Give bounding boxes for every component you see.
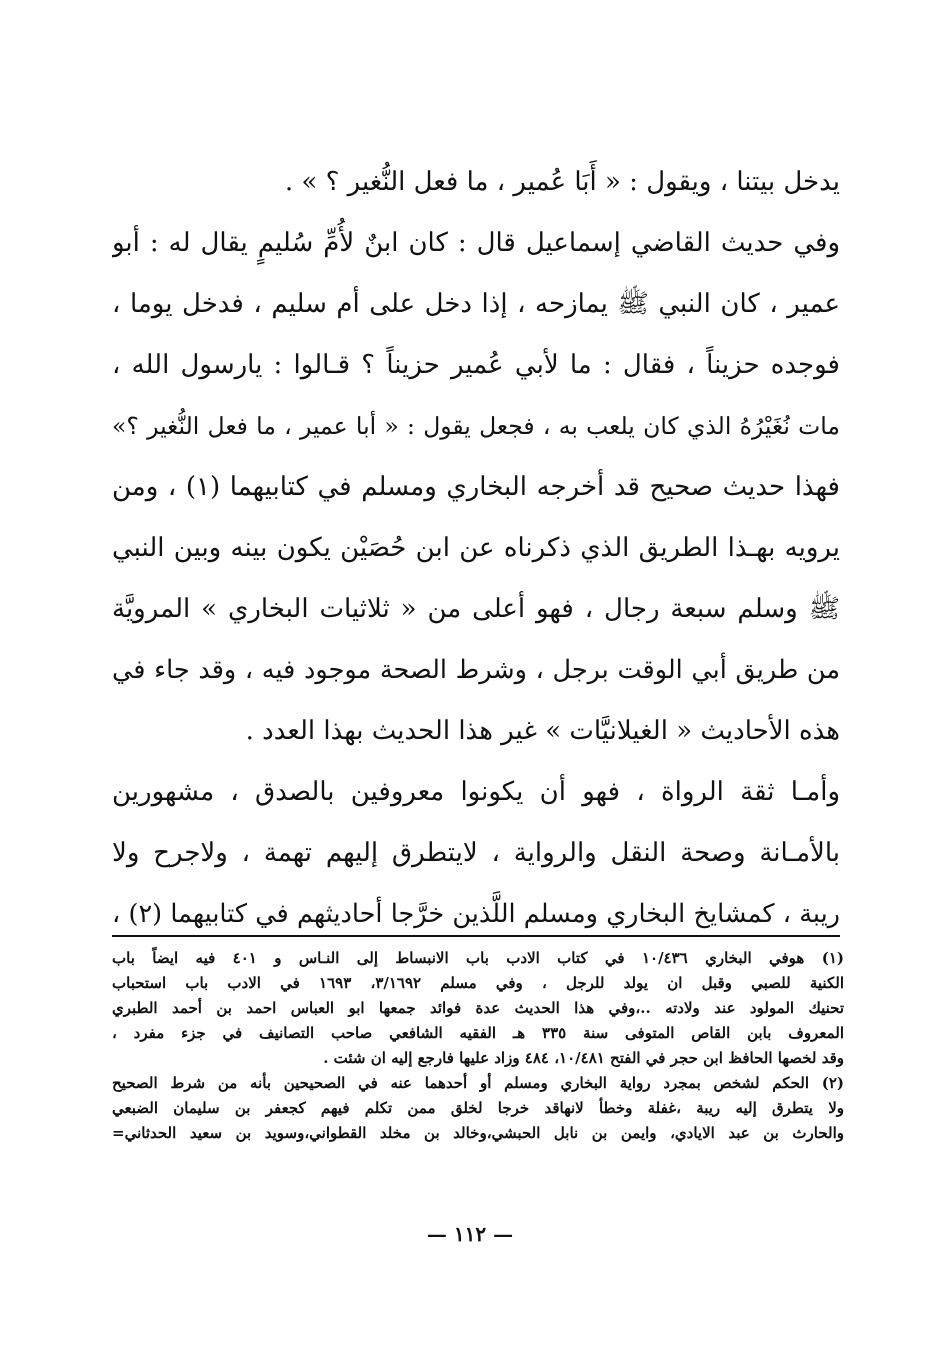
text-line: بالأمـانة وصحة النقل والرواية ، لايتطرق إليهم تهمة ، ولاجرح ولا: [112, 838, 840, 868]
footnote-line: والحارث بن عبد الايادي، وايمن بن نابل الحبشي،وخالد بن مخلد القطواني،وسويد بن سعيد الحدثاني=: [112, 1124, 844, 1142]
footnote-line: وقد لخصها الحافظ ابن حجر في الفتح ١٠/٤٨١، ٤٨٤ وزاد عليها فارجع إليه ان شئت .: [323, 1049, 844, 1067]
footnote-line: (١) هوفي البخاري ١٠/٤٣٦ في كتاب الادب باب الانبساط إلى النـاس و ٤٠١ فيه ايضاً باب: [112, 949, 844, 967]
text-line: من طريق أبي الوقت برجل ، وشرط الصحة موجود فيه ، وقد جاء في: [112, 655, 840, 685]
text-line: يرويه بهـذا الطريق الذي ذكرناه عن ابن حُصَيْن يكون بينه وبين النبي: [112, 533, 840, 563]
text-line: فهذا حديث صحيح قد أخرجه البخاري ومسلم في كتابيهما (١) ، ومن: [112, 472, 840, 502]
footnote-line: (٢) الحكم لشخص بمجرد رواية البخاري ومسلم أو أحدهما عنه في الصحيحين بأنه من شرط الصحيح: [112, 1074, 844, 1092]
text-line: هذه الأحاديث « الغيلانيَّات » غير هذا الحديث بهذا العدد .: [245, 716, 840, 746]
text-line: مات نُغَيْرُهُ الذي كان يلعب به ، فجعل يقول : « أبا عمير ، ما فعل النُّغير ؟»: [112, 412, 840, 440]
footnote-line: ولا يتطرق إليه ريبة ،غفلة وخطأ لانهاقد خرجا لخلق ممن تكلم فيهم كجعفر بن سليمان الضبعي: [112, 1099, 844, 1117]
main-text: [112, 152, 840, 945]
footnotes: [112, 946, 844, 1146]
footnote-line: الكنية للصبي وقبل ان يولد للرجل ، وفي مسلم ٣/١٦٩٢، ١٦٩٣ في الادب باب استحباب: [112, 974, 844, 992]
text-line: ِيدخل بيتنا ، ويقول : « أَبَا عُمير ، ما فعل النُّغير ؟ » .: [284, 167, 840, 197]
page-number: — ١١٢ —: [426, 1222, 514, 1246]
text-line: وأمـا ثقة الرواة ، فهو أن يكونوا معروفين بالصدق ، مشهورين: [112, 777, 840, 807]
footnote-divider: [112, 935, 840, 937]
text-line: عمير ، كان النبي ﷺ يمازحه ، إذا دخل على أم سليم ، فدخل يوما ،: [112, 289, 840, 319]
text-line: وفي حديث القاضي إسماعيل قال : كان ابنٌ لأُمِّ سُليمٍ يقال له : أبو: [112, 228, 840, 258]
footnote-line: تحنيك المولود عند ولادته ..،وفي هذا الحديث عدة فوائد جمعها ابو العباس احمد بن أحمد الطبري: [112, 999, 844, 1017]
text-line: ﷺ وسلم سبعة رجال ، فهو أعلى من « ثلاثيات البخاري » المرويَّة: [112, 594, 840, 624]
text-line: فوجده حزيناً ، فقال : ما لأبي عُمير حزيناً ؟ قـالوا : يارسول الله ،: [112, 350, 840, 380]
text-line: ريبة ، كمشايخ البخاري ومسلم اللَّذين خرَّجا أحاديثهم في كتابيهما (٢) ،: [112, 899, 840, 929]
footnote-line: المعروف بابن القاص المتوفى سنة ٣٣٥ هـ الفقيه الشافعي صاحب التصانيف في جزء مفرد ،: [112, 1024, 844, 1042]
